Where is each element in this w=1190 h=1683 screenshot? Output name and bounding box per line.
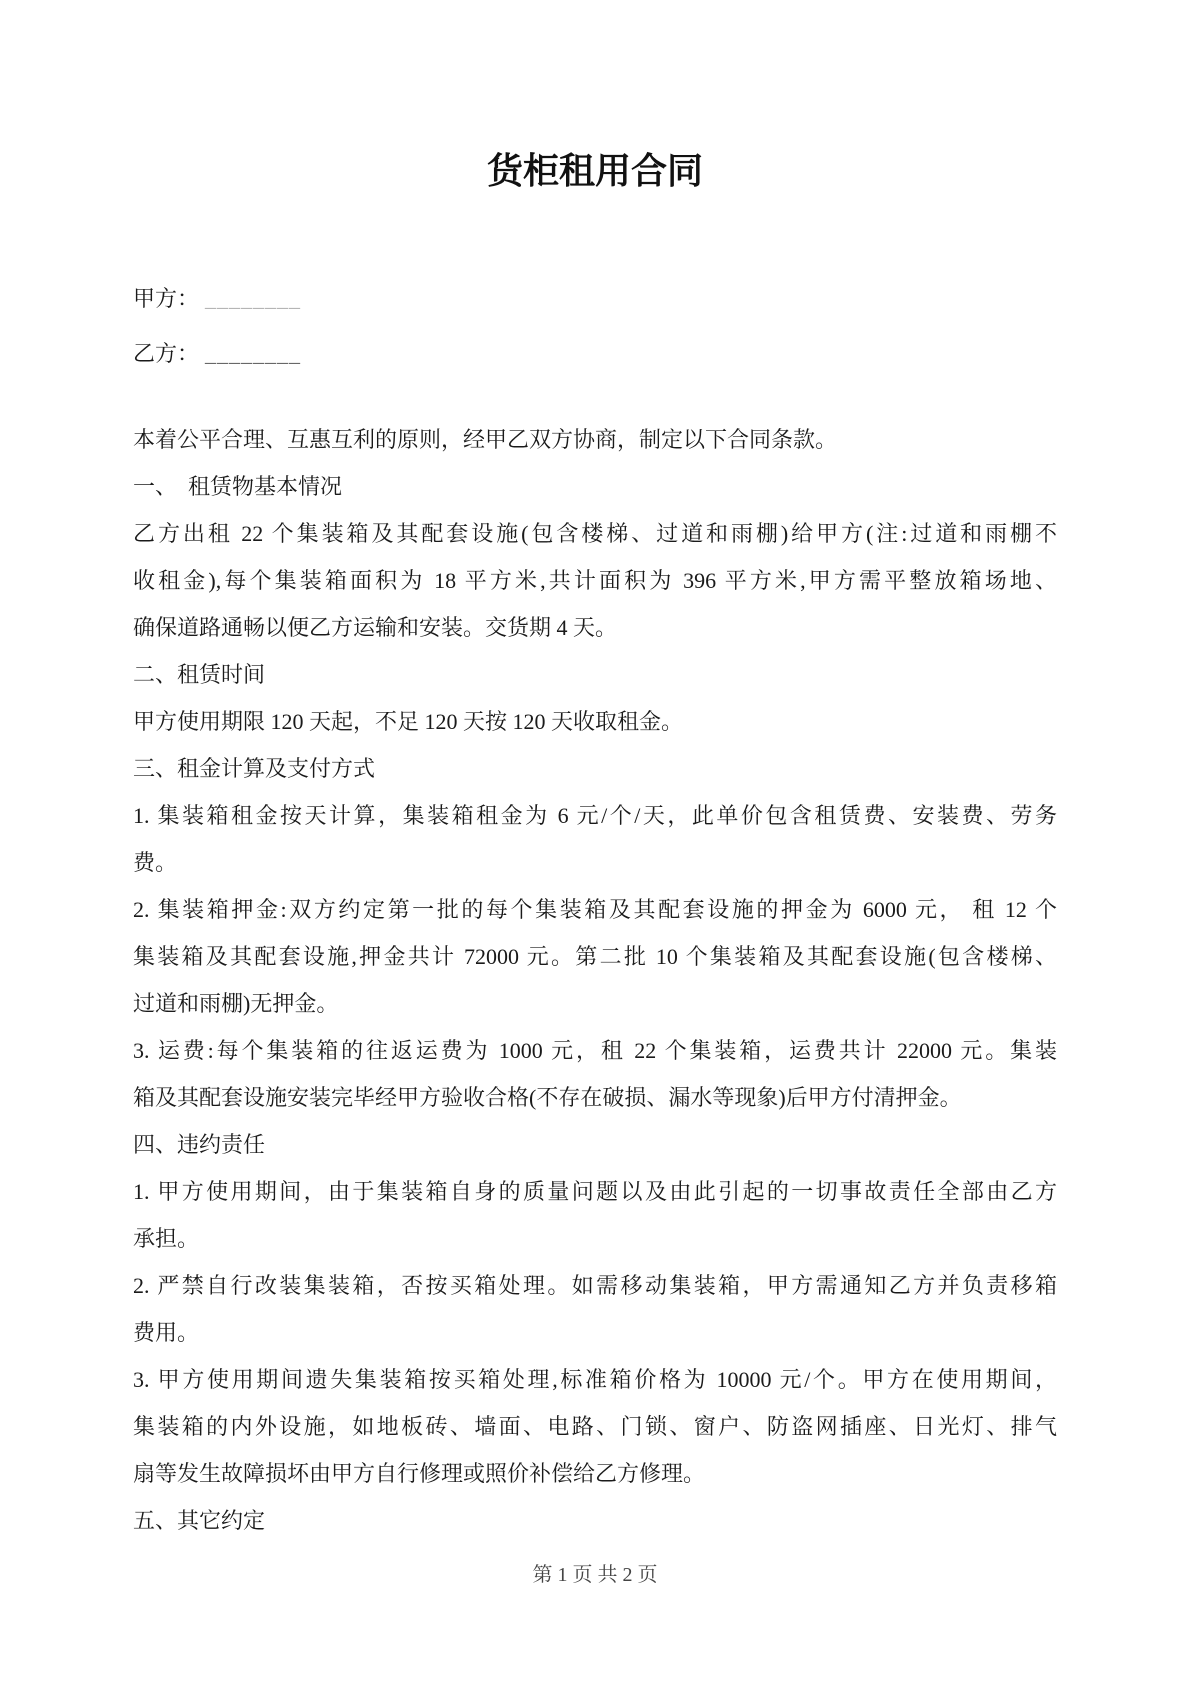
body-line: 一、 租赁物基本情况 — [133, 474, 343, 499]
party-b-blank: ________ — [205, 341, 302, 366]
party-a-label: 甲方： — [133, 286, 200, 311]
body-line: 2. 严禁自行改装集装箱，否按买箱处理。如需移动集装箱，甲方需通知乙方并负责移箱 — [133, 1273, 1057, 1298]
body-line: 扇等发生故障损坏由甲方自行修理或照价补偿给乙方修理。 — [133, 1461, 706, 1486]
body-line: 收租金),每个集装箱面积为 18 平方米,共计面积为 396 平方米,甲方需平整放箱场地、 — [133, 568, 1057, 593]
body-line: 乙方出租 22 个集装箱及其配套设施(包含楼梯、过道和雨棚)给甲方(注:过道和雨棚不 — [133, 521, 1057, 546]
party-a-blank: ________ — [205, 286, 302, 311]
party-b-label: 乙方： — [133, 341, 200, 366]
body-line: 承担。 — [133, 1226, 200, 1251]
body-line: 集装箱的内外设施，如地板砖、墙面、电路、门锁、窗户、防盗网插座、日光灯、排气 — [133, 1414, 1057, 1439]
body-line: 费用。 — [133, 1320, 200, 1345]
page-footer: 第 1 页 共 2 页 — [532, 1564, 658, 1586]
body-line: 三、租金计算及支付方式 — [133, 756, 376, 781]
body-line: 甲方使用期限 120 天起，不足 120 天按 120 天收取租金。 — [133, 709, 684, 734]
body-line: 费。 — [133, 850, 178, 875]
party-b-line — [133, 330, 1057, 377]
body-line: 过道和雨棚)无押金。 — [133, 991, 339, 1016]
body-line: 箱及其配套设施安装完毕经甲方验收合格(不存在破损、漏水等现象)后甲方付清押金。 — [133, 1085, 962, 1110]
body-line: 本着公平合理、互惠互利的原则，经甲乙双方协商，制定以下合同条款。 — [133, 427, 838, 452]
body-line: 2. 集装箱押金:双方约定第一批的每个集装箱及其配套设施的押金为 6000 元， 租 12 个 — [133, 897, 1057, 922]
body-line: 3. 甲方使用期间遗失集装箱按买箱处理,标准箱价格为 10000 元/个。甲方在使用期间， — [133, 1367, 1057, 1392]
body-line: 1. 集装箱租金按天计算，集装箱租金为 6 元/个/天，此单价包含租赁费、安装费、劳务 — [133, 803, 1057, 828]
document-title: 货柜租用合同 — [486, 151, 703, 191]
body-line: 五、其它约定 — [133, 1508, 266, 1533]
body-line: 3. 运费:每个集装箱的往返运费为 1000 元，租 22 个集装箱，运费共计 22000 元。集装 — [133, 1038, 1057, 1063]
body-line: 1. 甲方使用期间，由于集装箱自身的质量问题以及由此引起的一切事故责任全部由乙方 — [133, 1179, 1057, 1204]
body-line: 集装箱及其配套设施,押金共计 72000 元。第二批 10 个集装箱及其配套设施(包含楼梯、 — [133, 944, 1057, 969]
contract-body — [133, 416, 1057, 1544]
body-line: 四、违约责任 — [133, 1132, 266, 1157]
body-line: 确保道路通畅以便乙方运输和安装。交货期 4 天。 — [133, 615, 618, 640]
party-a-line — [133, 275, 1057, 322]
body-line: 二、租赁时间 — [133, 662, 266, 687]
